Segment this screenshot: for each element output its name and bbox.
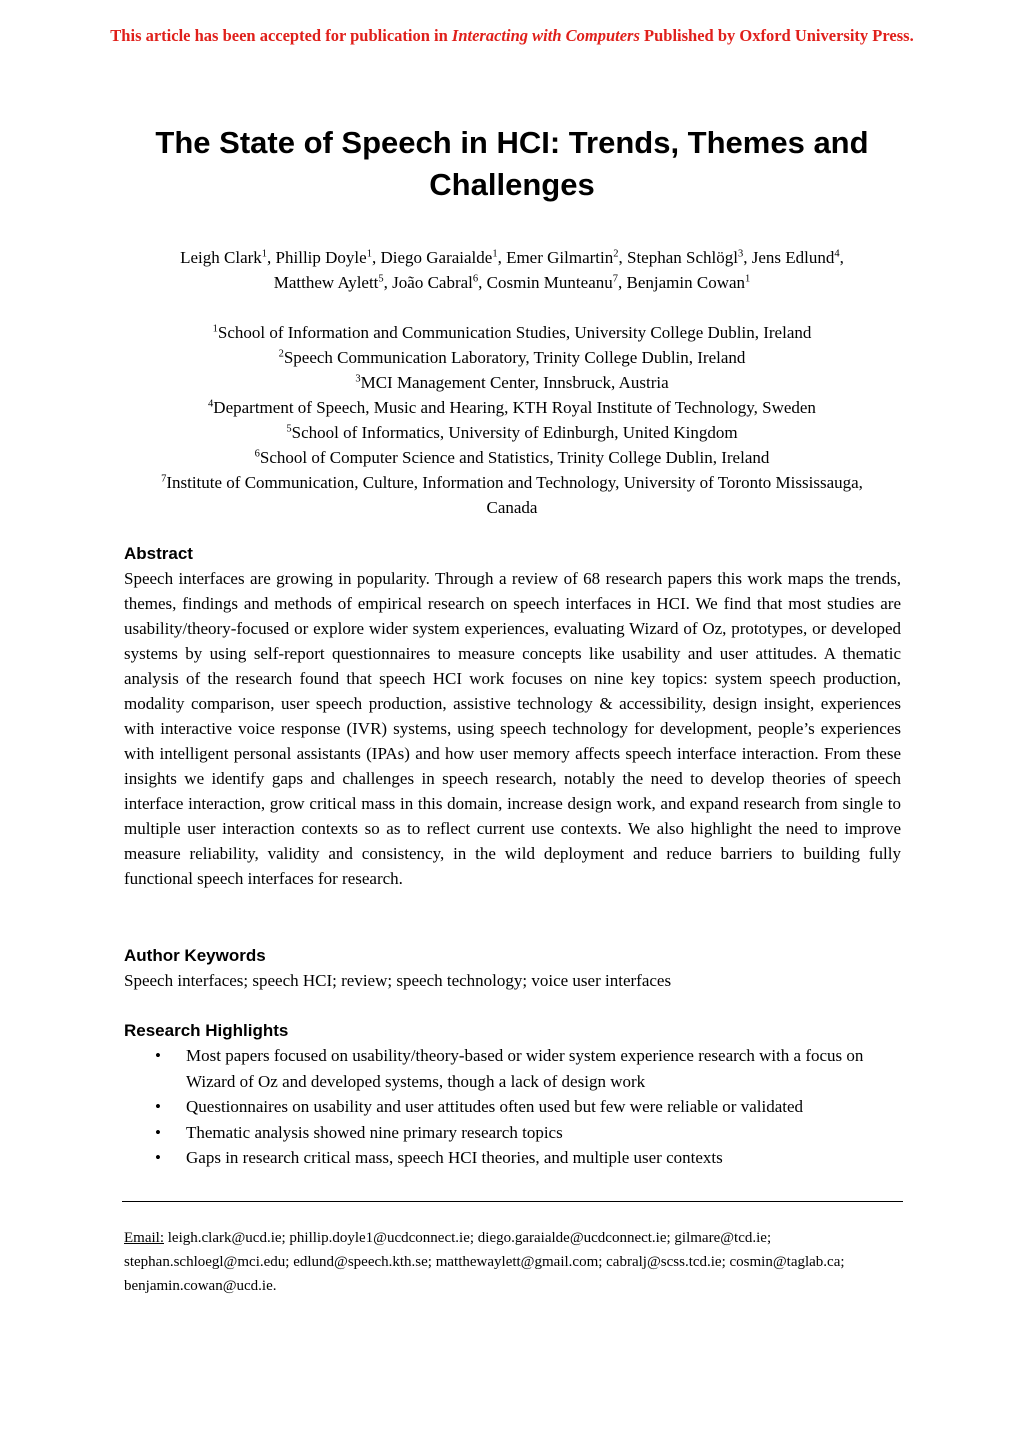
list-item <box>124 1043 901 1094</box>
author-name: Jens Edlund <box>751 248 835 267</box>
highlight-text: Thematic analysis showed nine primary research topics <box>186 1122 563 1142</box>
highlights-heading: Research Highlights <box>124 1021 289 1040</box>
affiliation-text: School of Computer Science and Statistics, Trinity College Dublin, Ireland <box>259 448 770 467</box>
author-name: Cosmin Munteanu <box>486 273 613 292</box>
affiliation-line <box>100 370 924 395</box>
affiliation-number: 2 <box>278 348 284 360</box>
affiliation-line <box>100 445 924 470</box>
keywords-section <box>124 944 901 993</box>
author-name: João Cabral <box>392 273 473 292</box>
affiliation-number: 7 <box>161 473 167 485</box>
list-item <box>124 1145 901 1171</box>
author-name: Matthew Aylett <box>273 273 379 292</box>
notice-suffix: Published by Oxford University Press. <box>639 26 914 45</box>
author: Stephan Schlögl$^3$, <box>627 248 752 267</box>
list-item <box>124 1120 901 1146</box>
keywords-heading: Author Keywords <box>124 946 266 965</box>
notice-journal: Interacting with Computers <box>451 26 640 45</box>
affiliation-line <box>100 420 924 445</box>
author-affiliation-mark: 2 <box>613 248 619 260</box>
author-affiliation-mark: 1 <box>492 248 498 260</box>
affiliation-number: 3 <box>355 373 361 385</box>
author-affiliation-mark: 7 <box>612 273 618 285</box>
affiliation-line <box>100 470 924 520</box>
bullet-icon: • <box>155 1097 161 1116</box>
author-affiliation-mark: 3 <box>737 248 744 260</box>
affiliation-line <box>100 320 924 345</box>
author: Leigh Clark$^1$, <box>180 248 276 267</box>
footnote-divider <box>122 1201 903 1202</box>
bullet-icon: • <box>155 1046 161 1065</box>
author-affiliation-mark: 5 <box>378 273 384 285</box>
publication-notice <box>100 24 924 48</box>
affiliation-text: Speech Communication Laboratory, Trinity College Dublin, Ireland <box>283 348 746 367</box>
list-item <box>124 1094 901 1120</box>
highlight-text: Most papers focused on usability/theory-based or wider system experience research with a focus on Wizard of Oz and developed systems, though a lack of design work <box>186 1046 864 1091</box>
affiliation-number: 4 <box>208 398 214 410</box>
keywords-body: Speech interfaces; speech HCI; review; speech technology; voice user interfaces <box>124 971 672 990</box>
email-footnote <box>124 1226 914 1298</box>
paper-title: The State of Speech in HCI: Trends, Themes and Challenges <box>155 125 869 202</box>
affiliation-text: School of Information and Communication Studies, University College Dublin, Ireland <box>217 323 812 342</box>
bullet-icon: • <box>155 1148 161 1167</box>
highlights-section <box>124 1019 901 1171</box>
author-affiliation-mark: 1 <box>745 273 751 285</box>
affiliation-line <box>100 395 924 420</box>
affiliation-number: 1 <box>212 323 218 335</box>
author: Cosmin Munteanu$^7$, <box>486 273 627 292</box>
highlight-text: Gaps in research critical mass, speech HCI theories, and multiple user contexts <box>186 1148 723 1167</box>
affiliation-list <box>100 320 924 520</box>
author <box>627 273 751 292</box>
affiliation-number: 6 <box>254 448 260 460</box>
author: Matthew Aylett$^5$, <box>273 273 393 292</box>
author: Diego Garaialde$^1$, <box>380 248 507 267</box>
bullet-icon: • <box>155 1122 161 1142</box>
abstract-heading: Abstract <box>124 544 193 563</box>
author-affiliation-mark: 1 <box>261 248 268 260</box>
affiliation-text: MCI Management Center, Innsbruck, Austria <box>360 373 669 392</box>
author-name: Diego Garaialde <box>380 248 493 267</box>
author-name: Emer Gilmartin <box>506 248 614 267</box>
notice-prefix: This article has been accepted for publication in <box>110 26 452 45</box>
author-list <box>100 245 924 295</box>
abstract-body: Speech interfaces are growing in popularity. Through a review of 68 research papers this work maps the trends, themes, findings and methods of empirical research on speech interfaces in HCI. We find that most studies are usability/theory-focused or explore wider system experiences, evaluating Wizard of Oz, prototypes, or developed systems by using self-report questionnaires to measure concepts like usability and user attitudes. A thematic analysis of the research found that speech HCI work focuses on nine key topics: system speech production, modality comparison, user speech production, assistive technology & accessibility, design insight, experiences with interactive voice response (IVR) systems, using speech technology for development, people’s experiences with intelligent personal assistants (IPAs) and how user memory affects speech interface interaction. From these insights we identify gaps and challenges in speech research, notably the need to develop theories of speech interface interaction, grow critical mass in this domain, increase design work, and expand research from single to multiple user interaction contexts so as to reflect current use contexts. We also highlight the need to improve measure reliability, validity and consistency, in the wild deployment and reduce barriers to building fully functional speech interfaces for research. <box>124 569 901 888</box>
author-affiliation-mark: 6 <box>472 273 479 285</box>
author-name: Stephan Schlögl <box>627 248 738 267</box>
affiliation-text: Department of Speech, Music and Hearing, KTH Royal Institute of Technology, Sweden <box>213 398 816 417</box>
abstract-section <box>124 542 901 891</box>
email-addresses: leigh.clark@ucd.ie; phillip.doyle1@ucdconnect.ie; diego.garaialde@ucdconnect.ie; gilmare@tcd.ie; stephan.schloegl@mci.edu; edlund@speech.kth.se; matthewaylett@gmail.com; cabralj@scss.tcd.ie; cosmin@taglab.ca; benjamin.cowan@ucd.ie. <box>124 1230 845 1294</box>
author: Jens Edlund$^4$, <box>751 248 844 267</box>
author-name: Benjamin Cowan <box>626 273 746 292</box>
affiliation-number: 5 <box>286 423 292 435</box>
affiliation-text: Institute of Communication, Culture, Information and Technology, University of Toronto Mississauga, Canada <box>166 473 863 517</box>
author-affiliation-mark: 1 <box>366 248 372 260</box>
highlight-text: Questionnaires on usability and user attitudes often used but few were reliable or validated <box>186 1097 804 1116</box>
author-affiliation-mark: 4 <box>834 248 840 260</box>
affiliation-text: School of Informatics, University of Edinburgh, United Kingdom <box>291 423 738 442</box>
author-name: Phillip Doyle <box>275 248 367 267</box>
author: Emer Gilmartin$^2$, <box>506 248 627 267</box>
author: João Cabral$^6$, <box>392 273 487 292</box>
email-label: Email: <box>124 1230 164 1246</box>
author: Phillip Doyle$^1$, <box>275 248 381 267</box>
author-name: Leigh Clark <box>180 248 262 267</box>
affiliation-line <box>100 345 924 370</box>
highlights-list <box>124 1043 901 1171</box>
